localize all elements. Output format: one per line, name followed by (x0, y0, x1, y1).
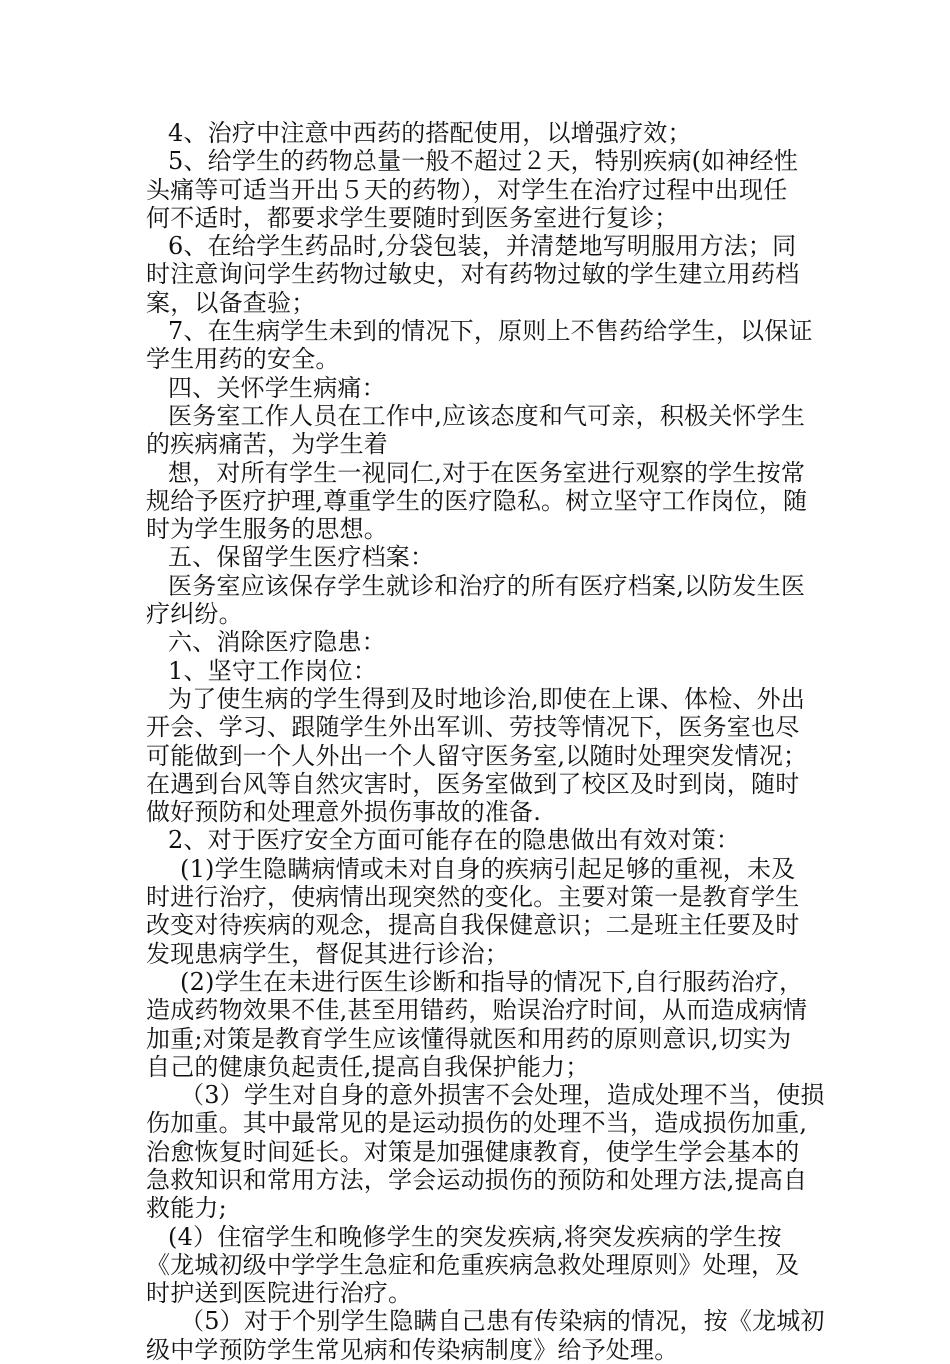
document-body (146, 119, 826, 1364)
text-line: 头痛等可适当开出５天的药物），对学生在治疗过程中出现任 (146, 175, 788, 204)
text-line: 医务室工作人员在工作中,应该态度和气可亲，积极关怀学生 (168, 401, 806, 430)
text-line: 为了使生病的学生得到及时地诊治,即使在上课、体检、外出 (168, 684, 806, 713)
text-line: 学生用药的安全。 (146, 345, 340, 374)
text-line: (1)学生隐瞒病情或未对自身的疾病引起足够的重视，未及 (180, 854, 796, 883)
text-line: 1、坚守工作岗位： (168, 656, 378, 685)
text-line: 级中学预防学生常见病和传染病制度》给予处理。 (146, 1335, 679, 1364)
text-line: 救能力; (146, 1194, 227, 1223)
text-line: 时为学生服务的思想。 (146, 515, 388, 544)
text-line: 5、给学生的药物总量一般不超过２天，特别疾病(如神经性 (168, 147, 799, 176)
text-line: 7、在生病学生未到的情况下，原则上不售药给学生，以保证 (168, 317, 813, 346)
text-line: 时进行治疗，使病情出现突然的变化。主要对策一是教育学生 (146, 883, 800, 912)
text-line: 加重;对策是教育学生应该懂得就医和用药的原则意识,切实为 (146, 1024, 792, 1053)
text-line: 医务室应该保存学生就诊和治疗的所有医疗档案,以防发生医 (168, 571, 806, 600)
text-line: 《龙城初级中学学生急症和危重疾病急救处理原则》处理，及 (146, 1250, 800, 1279)
text-line: 自己的健康负起责任,提高自我保护能力； (146, 1052, 590, 1081)
text-line: 可能做到一个人外出一个人留守医务室,以随时处理突发情况； (146, 741, 808, 770)
text-line: 六、消除医疗隐患： (168, 628, 386, 657)
text-line: 2、对于医疗安全方面可能存在的隐患做出有效对策： (168, 826, 741, 855)
text-line: 在遇到台风等自然灾害时，医务室做到了校区及时到岗，随时 (146, 769, 800, 798)
text-line: 开会、学习、跟随学生外出军训、劳技等情况下，医务室也尽 (146, 713, 800, 742)
text-line: 想，对所有学生一视同仁,对于在医务室进行观察的学生按常 (168, 458, 806, 487)
text-line: 的疾病痛苦，为学生着 (146, 430, 388, 459)
text-line: 五、保留学生医疗档案： (168, 543, 435, 572)
text-line: 规给予医疗护理,尊重学生的医疗隐私。树立坚守工作岗位，随 (146, 486, 808, 515)
text-line: （3）学生对自身的意外损害不会处理，造成处理不当，使损 (180, 1081, 825, 1110)
text-line: 造成药物效果不佳,甚至用错药，贻误治疗时间，从而造成病情 (146, 996, 808, 1025)
text-line: 四、关怀学生病痛： (168, 373, 386, 402)
text-line: 4、治疗中注意中西药的搭配使用，以增强疗效； (168, 119, 692, 147)
text-line: （5）对于个别学生隐瞒自己患有传染病的情况，按《龙城初 (180, 1307, 825, 1336)
text-line: 做好预防和处理意外损伤事故的准备. (146, 798, 542, 827)
text-line: (2)学生在未进行医生诊断和指导的情况下,自行服药治疗， (180, 967, 804, 996)
text-line: 时注意询问学生药物过敏史，对有药物过敏的学生建立用药档 (146, 260, 800, 289)
text-line: 何不适时，都要求学生要随时到医务室进行复诊； (146, 203, 679, 232)
text-line: 疗纠纷。 (146, 600, 243, 629)
text-line: 急救知识和常用方法，学会运动损伤的预防和处理方法,提高自 (146, 1165, 808, 1194)
text-line: 伤加重。其中最常见的是运动损伤的处理不当，造成损伤加重, (146, 1109, 808, 1138)
text-line: 治愈恢复时间延长。对策是加强健康教育，使学生学会基本的 (146, 1137, 800, 1166)
text-line: 时护送到医院进行治疗。 (146, 1279, 413, 1308)
text-line: 6、在给学生药品时,分袋包装，并清楚地写明服用方法；同 (168, 232, 797, 261)
text-line: 案，以备查验； (146, 288, 316, 317)
text-line: 发现患病学生，督促其进行诊治； (146, 939, 509, 968)
text-line: (4）住宿学生和晚修学生的突发疾病,将突发疾病的学生按 (168, 1222, 782, 1251)
text-line: 改变对待疾病的观念，提高自我保健意识；二是班主任要及时 (146, 911, 800, 940)
